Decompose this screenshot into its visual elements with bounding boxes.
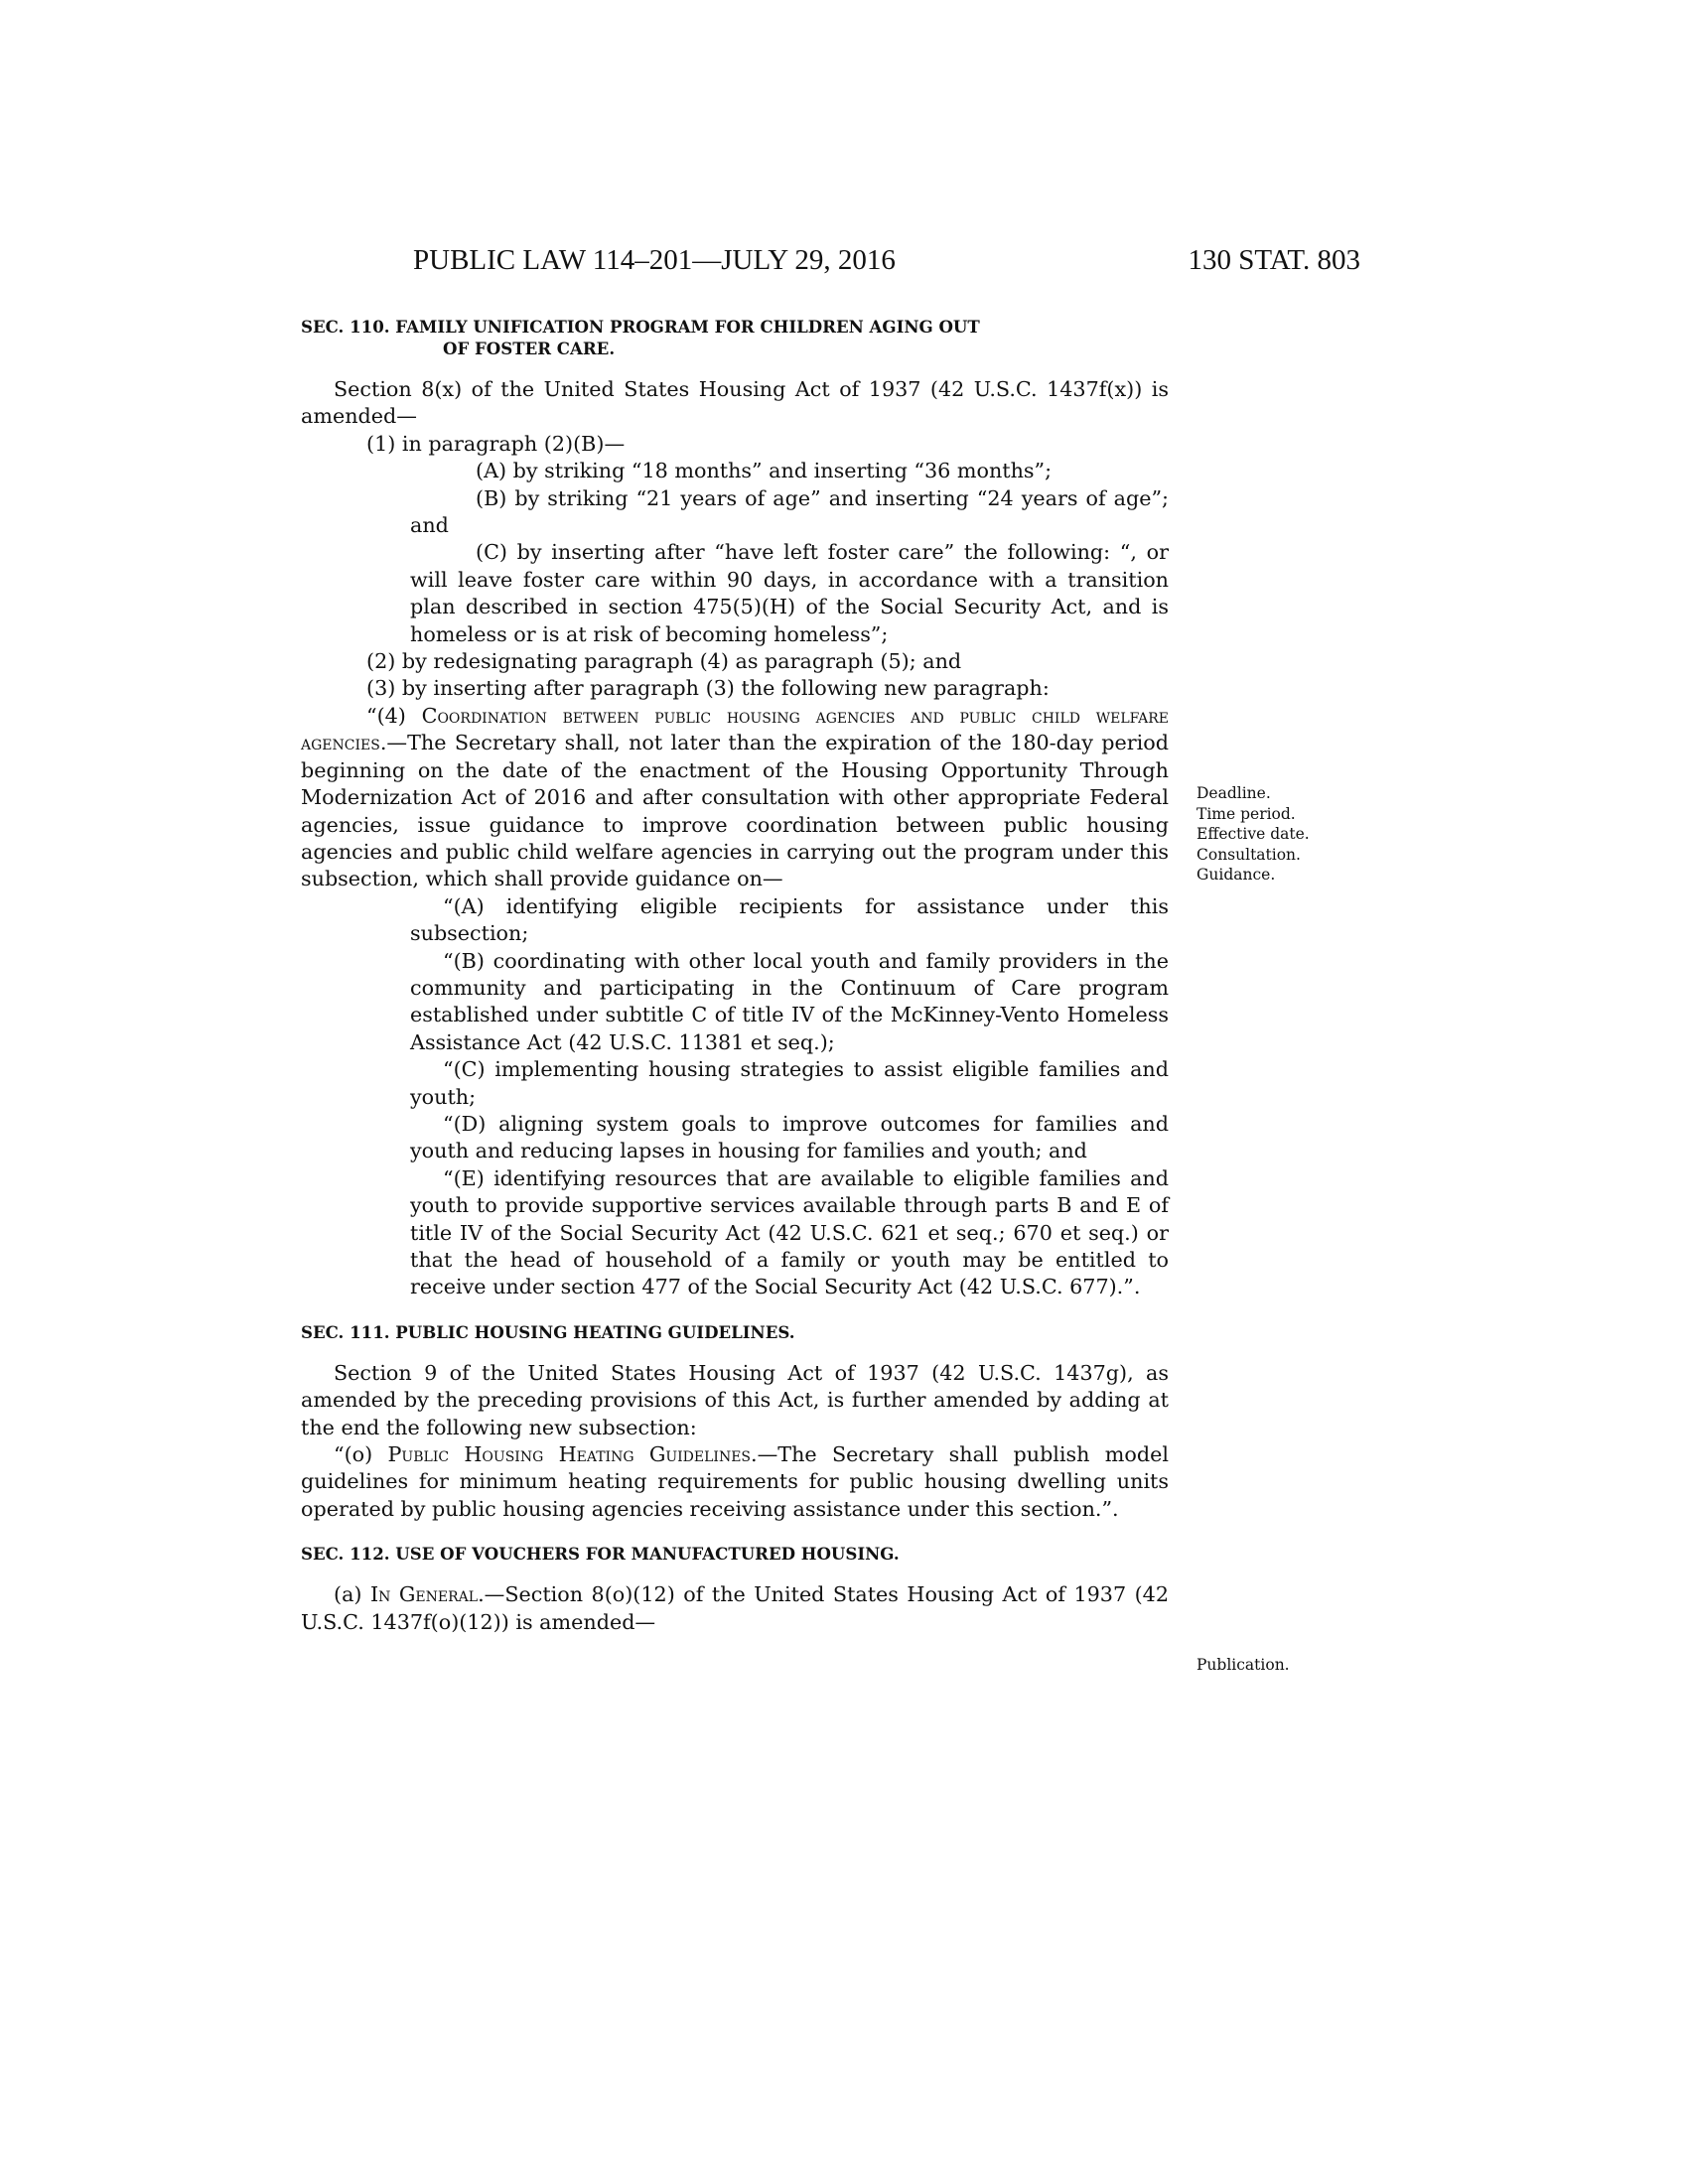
- section-110-para-3: (3) by inserting after paragraph (3) the following new paragraph:: [366, 676, 1050, 701]
- margin-note-section-110: [1196, 783, 1355, 886]
- para-4-heading: Coordination between public housing agencies and public child welfare agencies.: [301, 703, 1169, 755]
- subsection-a-body: —Section 8(o)(12) of the United States Housing Act of 1937 (42 U.S.C. 1437f(o)(12)) is amended—: [301, 1582, 1170, 1634]
- margin-note-section-111: [1196, 1655, 1355, 1676]
- subsection-o-open: “(o): [334, 1442, 388, 1467]
- section-110-para-1a: (A) by striking “18 months” and inserting “36 months”;: [476, 459, 1053, 483]
- margin-note-effective-date: Effective date.: [1196, 825, 1310, 843]
- section-110-para-1b: (B) by striking “21 years of age” and inserting “24 years of age”; and: [410, 485, 1169, 538]
- subsection-o-heading: Public Housing Heating Guidelines.: [387, 1442, 758, 1467]
- section-110-para-1c: (C) by inserting after “have left foster care” the following: “, or will leave foster care within 90 days, in accordance with a transition plan described in section 475(5)(H) of the Social Security Act, and is homeless or is at risk of becoming homeless”;: [410, 540, 1169, 646]
- header-title: PUBLIC LAW 114–201—JULY 29, 2016: [413, 244, 896, 276]
- section-110-intro: Section 8(x) of the United States Housing Act of 1937 (42 U.S.C. 1437f(x)) is amended—: [301, 377, 1169, 429]
- section-112-subsection-a: [301, 1581, 1169, 1636]
- section-110-new-para-4e: “(E) identifying resources that are available to eligible families and youth to provide supportive services available through parts B and E of title IV of the Social Security Act (42 U.S.C. 621 et seq.; 670 et seq.) or that the head of household of a family or youth may be entitled to receive under section 477 of the Social Security Act (42 U.S.C. 677).”.: [410, 1165, 1169, 1299]
- section-110-new-para-4c: “(C) implementing housing strategies to assist eligible families and youth;: [410, 1057, 1169, 1109]
- margin-note-consultation: Consultation.: [1196, 845, 1301, 864]
- section-110-new-para-4d: “(D) aligning system goals to improve outcomes for families and youth and reducing lapses in housing for families and youth; and: [410, 1111, 1169, 1163]
- subsection-o-body: —The Secretary shall publish model guidelines for minimum heating requirements for public housing dwelling units operated by public housing agencies receiving assistance under this section.”.: [301, 1442, 1169, 1521]
- section-110-new-para-4b: “(B) coordinating with other local youth and family providers in the community and participating in the Continuum of Care program established under subtitle C of title IV of the McKinney-Vento Homeless Assistance Act (42 U.S.C. 11381 et seq.);: [410, 948, 1169, 1054]
- section-111-intro: Section 9 of the United States Housing Act of 1937 (42 U.S.C. 1437g), as amended by the preceding provisions of this Act, is further amended by adding at the end the following new subsection:: [301, 1360, 1169, 1439]
- section-110-heading-line2: OF FOSTER CARE.: [443, 339, 616, 358]
- section-110-heading: [301, 316, 1169, 359]
- header-stat-page: 130 STAT. 803: [1188, 244, 1360, 276]
- margin-note-guidance: Guidance.: [1196, 866, 1276, 884]
- section-111-heading: SEC. 111. PUBLIC HOUSING HEATING GUIDELINES.: [301, 1321, 795, 1342]
- body-text: [301, 316, 1169, 1636]
- section-110-para-2: (2) by redesignating paragraph (4) as paragraph (5); and: [366, 649, 962, 674]
- section-110-new-para-4: [301, 703, 1169, 893]
- margin-note-time-period: Time period.: [1196, 804, 1296, 823]
- subsection-a-heading: In General.: [369, 1582, 485, 1607]
- section-112-heading: SEC. 112. USE OF VOUCHERS FOR MANUFACTURED HOUSING.: [301, 1544, 900, 1565]
- margin-note-publication: Publication.: [1196, 1656, 1290, 1674]
- section-110-new-para-4a: “(A) identifying eligible recipients for assistance under this subsection;: [410, 893, 1169, 946]
- margin-note-deadline: Deadline.: [1196, 784, 1271, 802]
- para-4-open: “(4): [366, 703, 422, 728]
- running-header: [298, 242, 1360, 282]
- section-110-para-1: (1) in paragraph (2)(B)—: [366, 431, 626, 456]
- para-4-body: —The Secretary shall, not later than the expiration of the 180-day period beginning on the date of the enactment of the Housing Opportunity Through Modernization Act of 2016 and after consultation with other appropriate Federal agencies, issue guidance to improve coordination between public housing agencies and public child welfare agencies in carrying out the program under this subsection, which shall provide guidance on—: [301, 731, 1169, 891]
- section-110-heading-line1: SEC. 110. FAMILY UNIFICATION PROGRAM FOR CHILDREN AGING OUT: [301, 317, 980, 337]
- section-111-new-subsection-o: [301, 1441, 1169, 1523]
- subsection-a-open: (a): [334, 1582, 370, 1607]
